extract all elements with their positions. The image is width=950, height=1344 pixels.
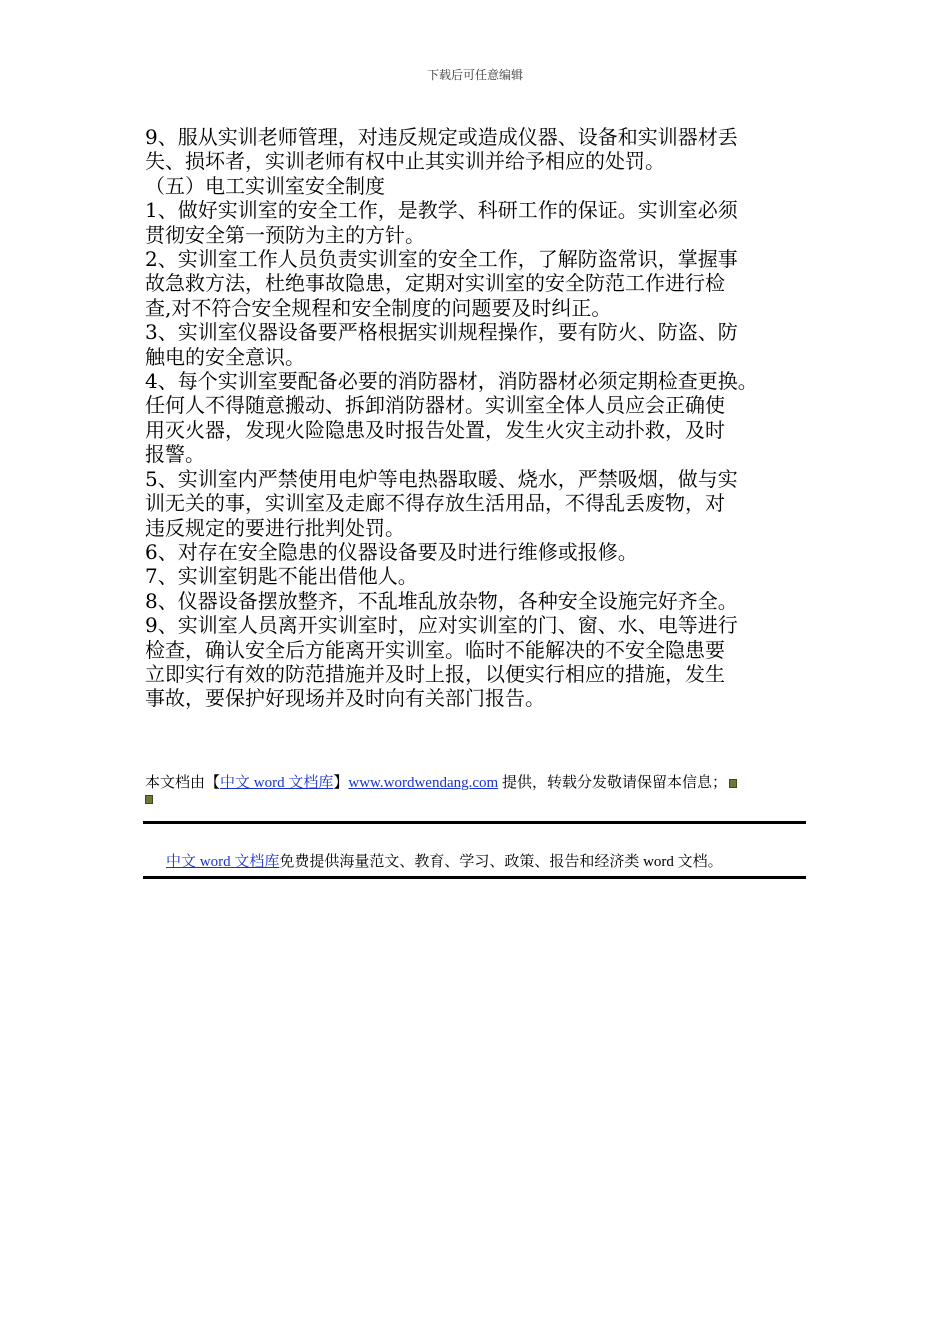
document-body [145, 125, 825, 711]
text-line: 2、实训室工作人员负责实训室的安全工作，了解防盗常识，掌握事 [145, 247, 738, 272]
text-line: 查,对不符合安全规程和安全制度的问题要及时纠正。 [145, 295, 612, 320]
text-line: 检查，确认安全后方能离开实训室。临时不能解决的不安全隐患要 [145, 637, 725, 662]
text-line: 6、对存在安全隐患的仪器设备要及时进行维修或报修。 [145, 539, 638, 564]
text-line: 贯彻安全第一预防为主的方针。 [145, 222, 425, 247]
text-line: 9、实训室人员离开实训室时，应对实训室的门、窗、水、电等进行 [145, 613, 738, 638]
footer-middle: 】 [333, 775, 349, 791]
text-line: 4、每个实训室要配备必要的消防器材，消防器材必须定期检查更换。 [145, 369, 758, 394]
small-image-icon [145, 795, 153, 804]
text-line: 任何人不得随意搬动、拆卸消防器材。实训室全体人员应会正确使 [145, 393, 725, 418]
text-line: 故急救方法，杜绝事故隐患，定期对实训室的安全防范工作进行检 [145, 271, 725, 296]
wordku-link[interactable]: 中文 word 文档库 [220, 775, 334, 791]
text-line: 8、仪器设备摆放整齐，不乱堆乱放杂物，各种安全设施完好齐全。 [145, 588, 738, 613]
footer-prefix: 本文档由【 [145, 775, 221, 791]
text-line: 事故，要保护好现场并及时向有关部门报告。 [145, 686, 545, 711]
horizontal-rule [143, 821, 806, 824]
page-header-note: 下载后可任意编辑 [426, 68, 523, 82]
text-line: 报警。 [145, 442, 205, 467]
text-line: 训无关的事，实训室及走廊不得存放生活用品，不得乱丢废物，对 [145, 491, 725, 516]
text-line: 3、实训室仪器设备要严格根据实训规程操作，要有防火、防盗、防 [145, 320, 738, 345]
small-image-icon [729, 779, 737, 788]
promo-text: 免费提供海量范文、教育、学习、政策、报告和经济类 word 文档。 [279, 854, 723, 870]
horizontal-rule [143, 876, 806, 879]
text-line: 立即实行有效的防范措施并及时上报，以便实行相应的措施，发生 [145, 661, 725, 686]
text-line: 5、实训室内严禁使用电炉等电热器取暖、烧水，严禁吸烟，做与实 [145, 466, 738, 491]
text-line: 违反规定的要进行批判处罚。 [145, 515, 405, 540]
text-line: 触电的安全意识。 [145, 344, 305, 369]
footer-attribution [145, 773, 825, 804]
footer-promo [166, 852, 806, 872]
text-line: 失、损坏者，实训老师有权中止其实训并给予相应的处罚。 [145, 149, 665, 174]
text-line: 7、实训室钥匙不能出借他人。 [145, 564, 418, 589]
promo-link[interactable]: 中文 word 文档库 [166, 854, 280, 870]
footer-suffix: 提供，转载分发敬请保留本信息； [498, 775, 727, 791]
text-line: 1、做好实训室的安全工作，是教学、科研工作的保证。实训室必须 [145, 198, 738, 223]
website-link[interactable]: www.wordwendang.com [348, 775, 499, 791]
text-line: 用灭火器，发现火险隐患及时报告处置，发生火灾主动扑救，及时 [145, 417, 725, 442]
text-line: 9、服从实训老师管理，对违反规定或造成仪器、设备和实训器材丢 [145, 125, 738, 149]
section-heading: （五）电工实训室安全制度 [145, 173, 385, 198]
